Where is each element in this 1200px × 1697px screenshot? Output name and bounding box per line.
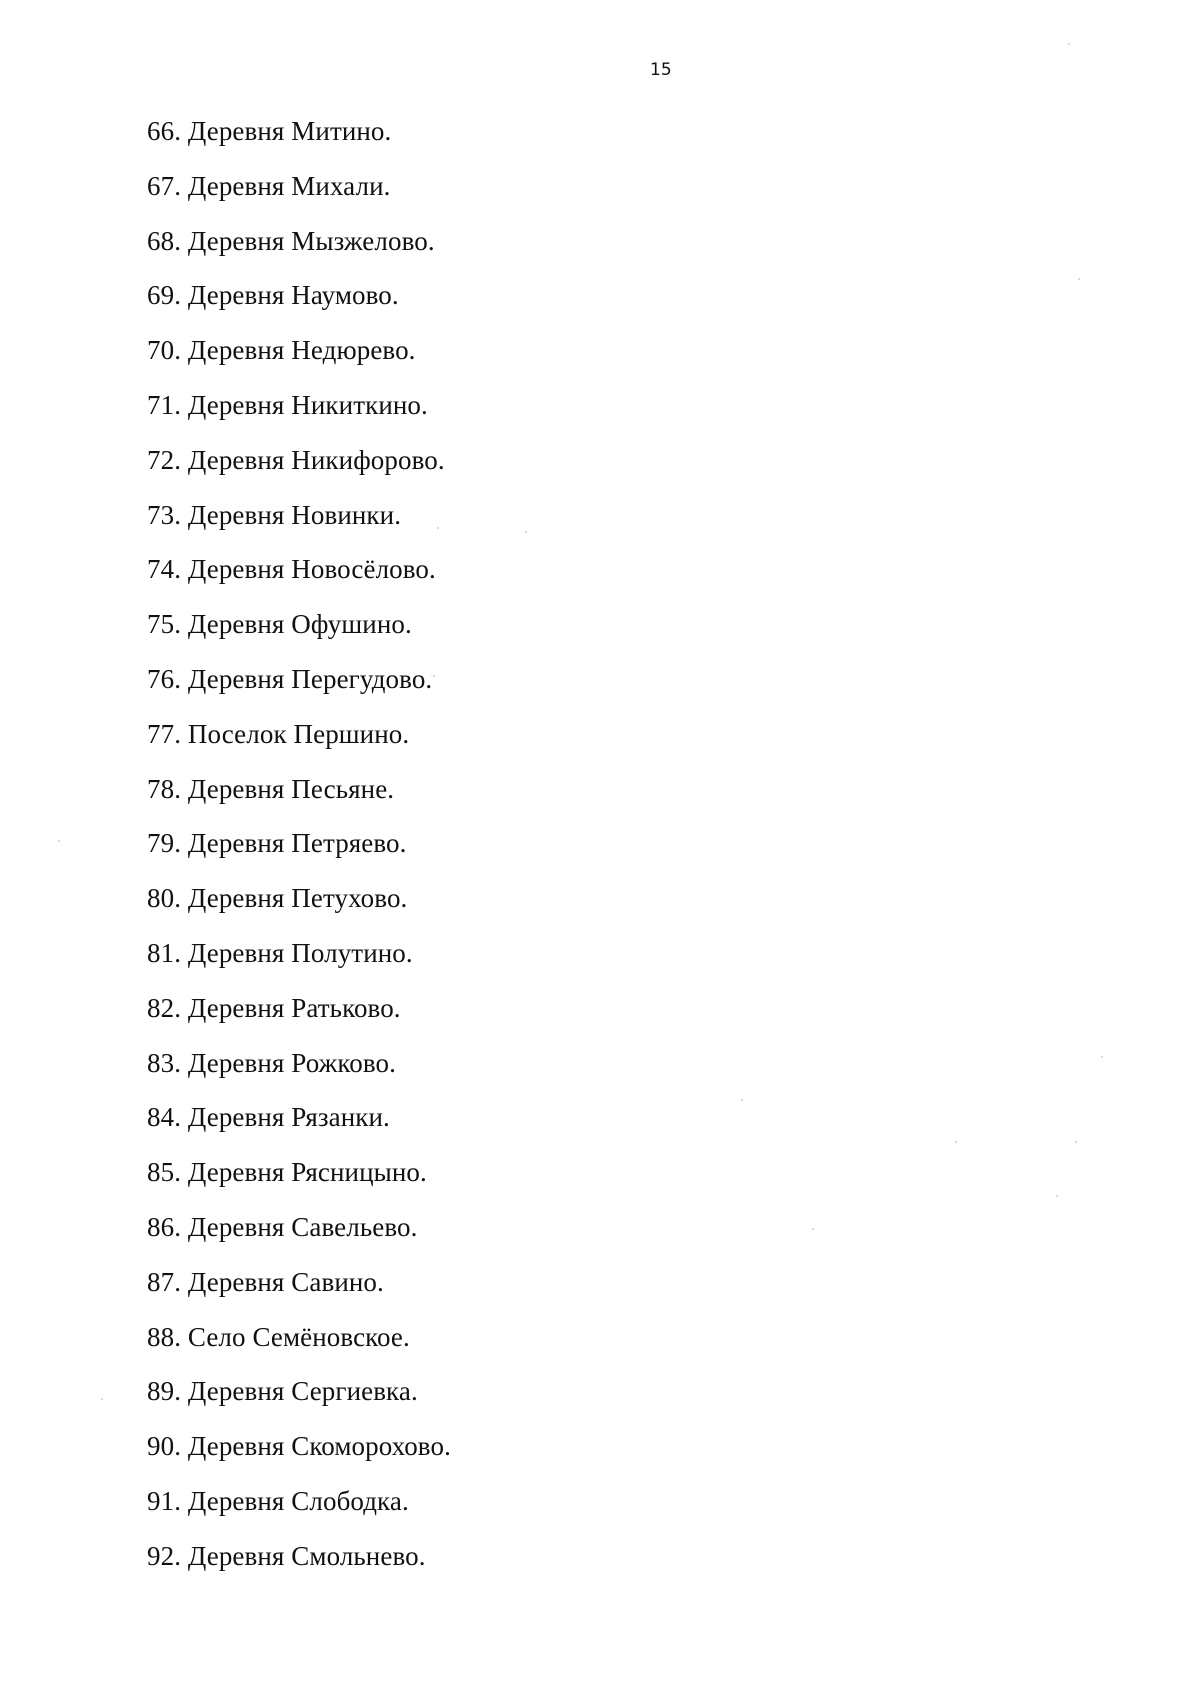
scan-speck	[955, 1141, 957, 1143]
list-item: 74. Деревня Новосёлово.	[147, 554, 436, 585]
list-item: 83. Деревня Рожково.	[147, 1047, 396, 1078]
list-item: 86. Деревня Савельево.	[147, 1211, 418, 1242]
list-item: 68. Деревня Мызжелово.	[147, 225, 435, 256]
list-item: 90. Деревня Скоморохово.	[147, 1431, 451, 1462]
page-number: 15	[650, 60, 672, 80]
list-item: 80. Деревня Петухово.	[147, 883, 408, 914]
scan-speck	[1101, 1056, 1103, 1058]
list-item: 89. Деревня Сергиевка.	[147, 1376, 418, 1407]
scan-speck	[1075, 1141, 1077, 1143]
scan-speck	[1068, 43, 1070, 45]
list-item: 75. Деревня Офушино.	[147, 609, 412, 640]
list-item: 71. Деревня Никиткино.	[147, 389, 428, 420]
list-item: 87. Деревня Савино.	[147, 1266, 384, 1297]
list-item: 78. Деревня Песьяне.	[147, 773, 395, 804]
scan-speck	[58, 840, 60, 842]
list-item: 70. Деревня Недюрево.	[147, 335, 416, 366]
list-item: 76. Деревня Перегудово.	[147, 663, 433, 694]
list-item: 79. Деревня Петряево.	[147, 828, 407, 859]
list-item: 69. Деревня Наумово.	[147, 280, 399, 311]
scan-speck	[525, 531, 527, 533]
list-item: 91. Деревня Слободка.	[147, 1485, 409, 1516]
scan-speck	[437, 527, 439, 529]
list-item: 77. Поселок Першино.	[147, 718, 410, 749]
list-item: 81. Деревня Полутино.	[147, 937, 413, 968]
scan-speck	[741, 1099, 743, 1101]
scan-speck	[101, 1398, 103, 1400]
list-item: 82. Деревня Ратьково.	[147, 992, 401, 1023]
list-item: 84. Деревня Рязанки.	[147, 1102, 390, 1133]
settlement-list	[147, 114, 451, 1594]
list-item: 88. Село Семёновское.	[147, 1321, 410, 1352]
list-item: 85. Деревня Рясницыно.	[147, 1157, 427, 1188]
scan-speck	[812, 1228, 814, 1230]
scan-speck	[1056, 1195, 1058, 1197]
list-item: 73. Деревня Новинки.	[147, 499, 402, 530]
scan-speck	[433, 675, 435, 677]
list-item: 66. Деревня Митино.	[147, 116, 392, 146]
list-item: 72. Деревня Никифорово.	[147, 444, 445, 475]
list-item: 92. Деревня Смольнево.	[147, 1540, 426, 1571]
list-item: 67. Деревня Михали.	[147, 170, 391, 201]
scan-speck	[1078, 278, 1080, 280]
